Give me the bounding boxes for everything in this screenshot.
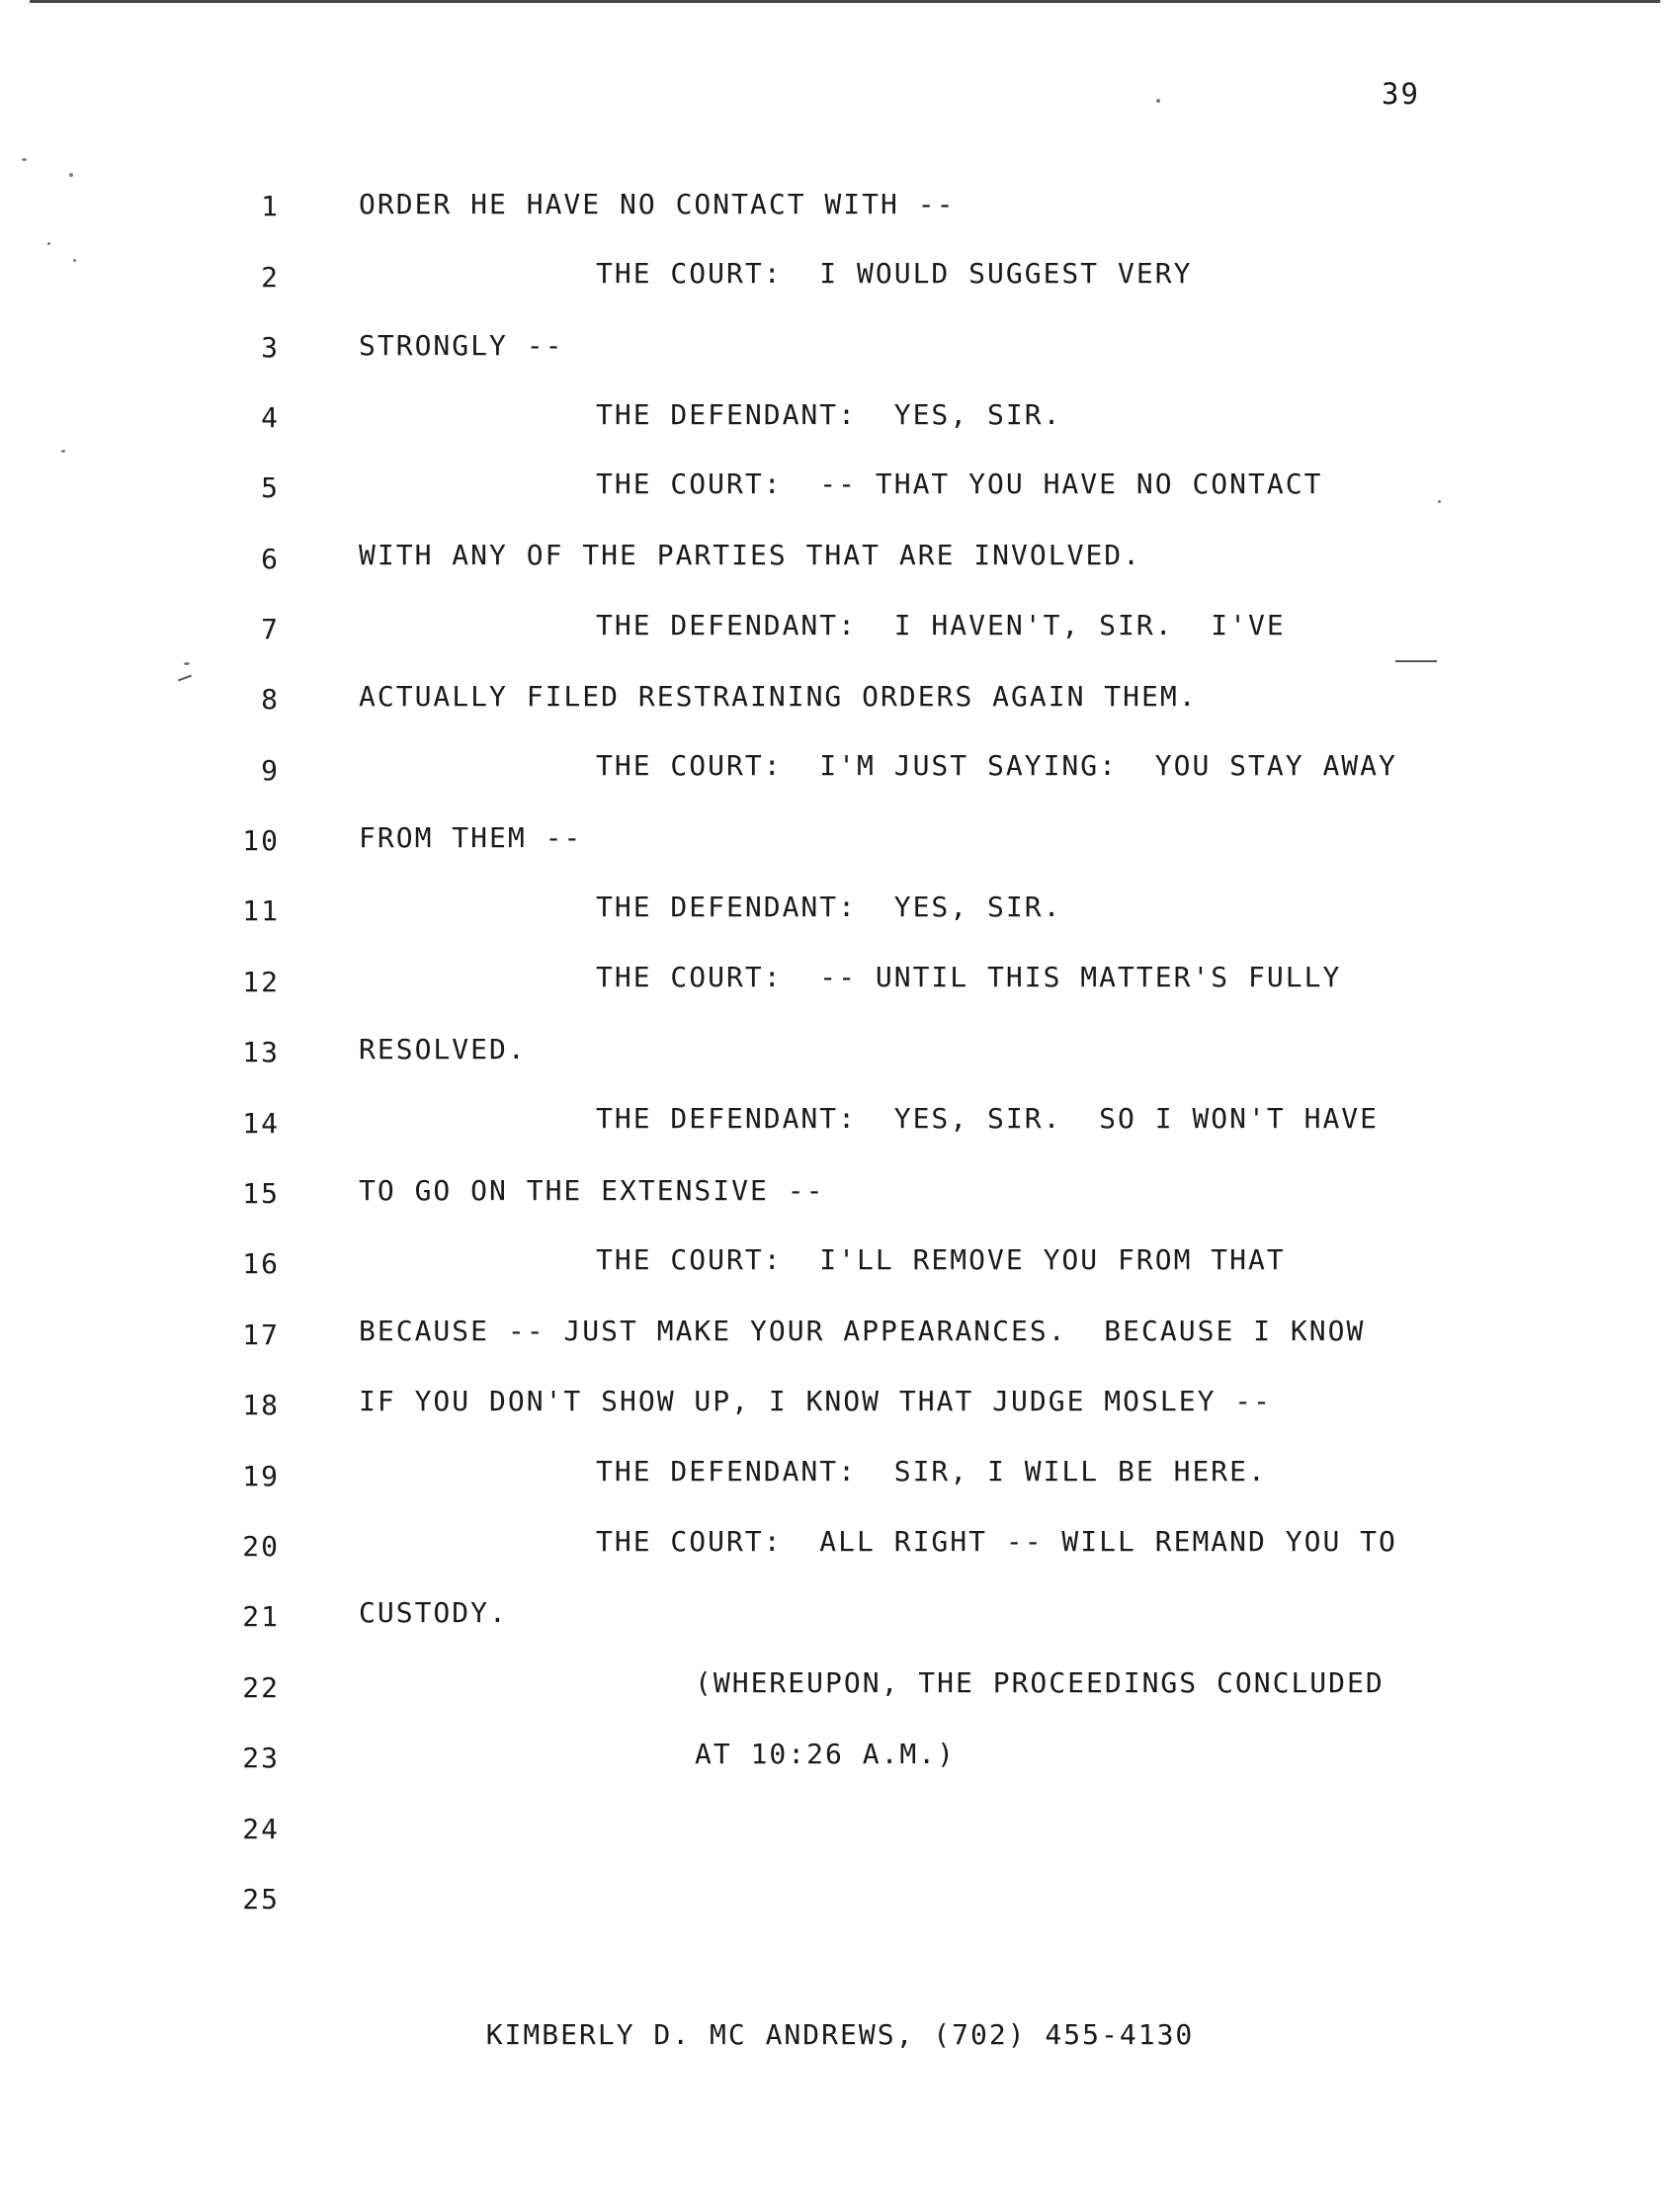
- line-number: 25: [242, 1883, 280, 1915]
- line-number: 16: [242, 1247, 280, 1280]
- line-number: 10: [242, 824, 280, 857]
- scan-mark: [1395, 660, 1437, 662]
- page-number: 39: [1382, 77, 1420, 111]
- scan-speck: [69, 173, 73, 177]
- line-number: 11: [242, 894, 280, 927]
- line-text: FROM THEM --: [359, 821, 583, 854]
- line-number: 1: [261, 190, 280, 222]
- line-text: THE DEFENDANT: YES, SIR.: [596, 398, 1062, 431]
- line-text: CUSTODY.: [359, 1596, 508, 1629]
- line-number: 4: [261, 401, 280, 434]
- line-text: THE COURT: ALL RIGHT -- WILL REMAND YOU TO: [596, 1525, 1397, 1558]
- scan-speck: [73, 259, 76, 262]
- line-text: THE DEFENDANT: YES, SIR.: [596, 891, 1062, 923]
- line-number: 23: [242, 1742, 280, 1774]
- line-text: (WHEREUPON, THE PROCEEDINGS CONCLUDED: [695, 1666, 1385, 1699]
- scan-speck: [47, 242, 50, 245]
- line-text: THE COURT: I'M JUST SAYING: YOU STAY AWAY: [596, 749, 1397, 782]
- top-border-line: [30, 0, 1660, 3]
- line-text: RESOLVED.: [359, 1033, 527, 1065]
- line-text: STRONGLY --: [359, 329, 564, 362]
- line-number: 6: [261, 543, 280, 575]
- line-text: THE DEFENDANT: SIR, I WILL BE HERE.: [596, 1455, 1267, 1488]
- scan-mark: [178, 675, 192, 682]
- line-text: THE COURT: I WOULD SUGGEST VERY: [596, 257, 1193, 290]
- reporter-footer: KIMBERLY D. MC ANDREWS, (702) 455-4130: [485, 2018, 1195, 2051]
- scan-speck: [1438, 500, 1441, 503]
- line-text: ACTUALLY FILED RESTRAINING ORDERS AGAIN THEM.: [359, 680, 1198, 713]
- line-number: 21: [242, 1600, 280, 1633]
- line-number: 12: [242, 966, 280, 998]
- line-number: 22: [242, 1671, 280, 1704]
- line-number: 5: [261, 471, 280, 504]
- line-text: AT 10:26 A.M.): [695, 1738, 957, 1770]
- scan-speck: [22, 158, 27, 161]
- line-number: 17: [242, 1318, 280, 1351]
- scan-speck: [61, 450, 65, 453]
- line-number: 18: [242, 1389, 280, 1421]
- line-number: 14: [242, 1107, 280, 1140]
- line-number: 13: [242, 1036, 280, 1068]
- line-number: 3: [261, 331, 280, 364]
- line-text: THE DEFENDANT: I HAVEN'T, SIR. I'VE: [596, 609, 1286, 641]
- line-number: 19: [242, 1460, 280, 1492]
- line-text: THE COURT: I'LL REMOVE YOU FROM THAT: [596, 1243, 1286, 1276]
- line-number: 9: [261, 754, 280, 787]
- line-number: 20: [242, 1530, 280, 1563]
- line-number: 2: [261, 261, 280, 294]
- line-text: THE COURT: -- UNTIL THIS MATTER'S FULLY: [596, 961, 1342, 993]
- line-text: IF YOU DON'T SHOW UP, I KNOW THAT JUDGE MOSLEY --: [359, 1385, 1273, 1417]
- line-text: THE DEFENDANT: YES, SIR. SO I WON'T HAVE: [596, 1102, 1380, 1135]
- line-number: 15: [242, 1177, 280, 1210]
- line-text: ORDER HE HAVE NO CONTACT WITH --: [359, 188, 956, 220]
- line-text: WITH ANY OF THE PARTIES THAT ARE INVOLVED.: [359, 539, 1142, 571]
- line-text: TO GO ON THE EXTENSIVE --: [359, 1174, 825, 1207]
- scan-speck: [184, 662, 190, 665]
- line-number: 24: [242, 1813, 280, 1845]
- line-text: THE COURT: -- THAT YOU HAVE NO CONTACT: [596, 468, 1323, 500]
- line-number: 7: [261, 613, 280, 645]
- line-number: 8: [261, 683, 280, 716]
- scan-speck: [1156, 99, 1160, 103]
- line-text: BECAUSE -- JUST MAKE YOUR APPEARANCES. BECAUSE I KNOW: [359, 1315, 1366, 1347]
